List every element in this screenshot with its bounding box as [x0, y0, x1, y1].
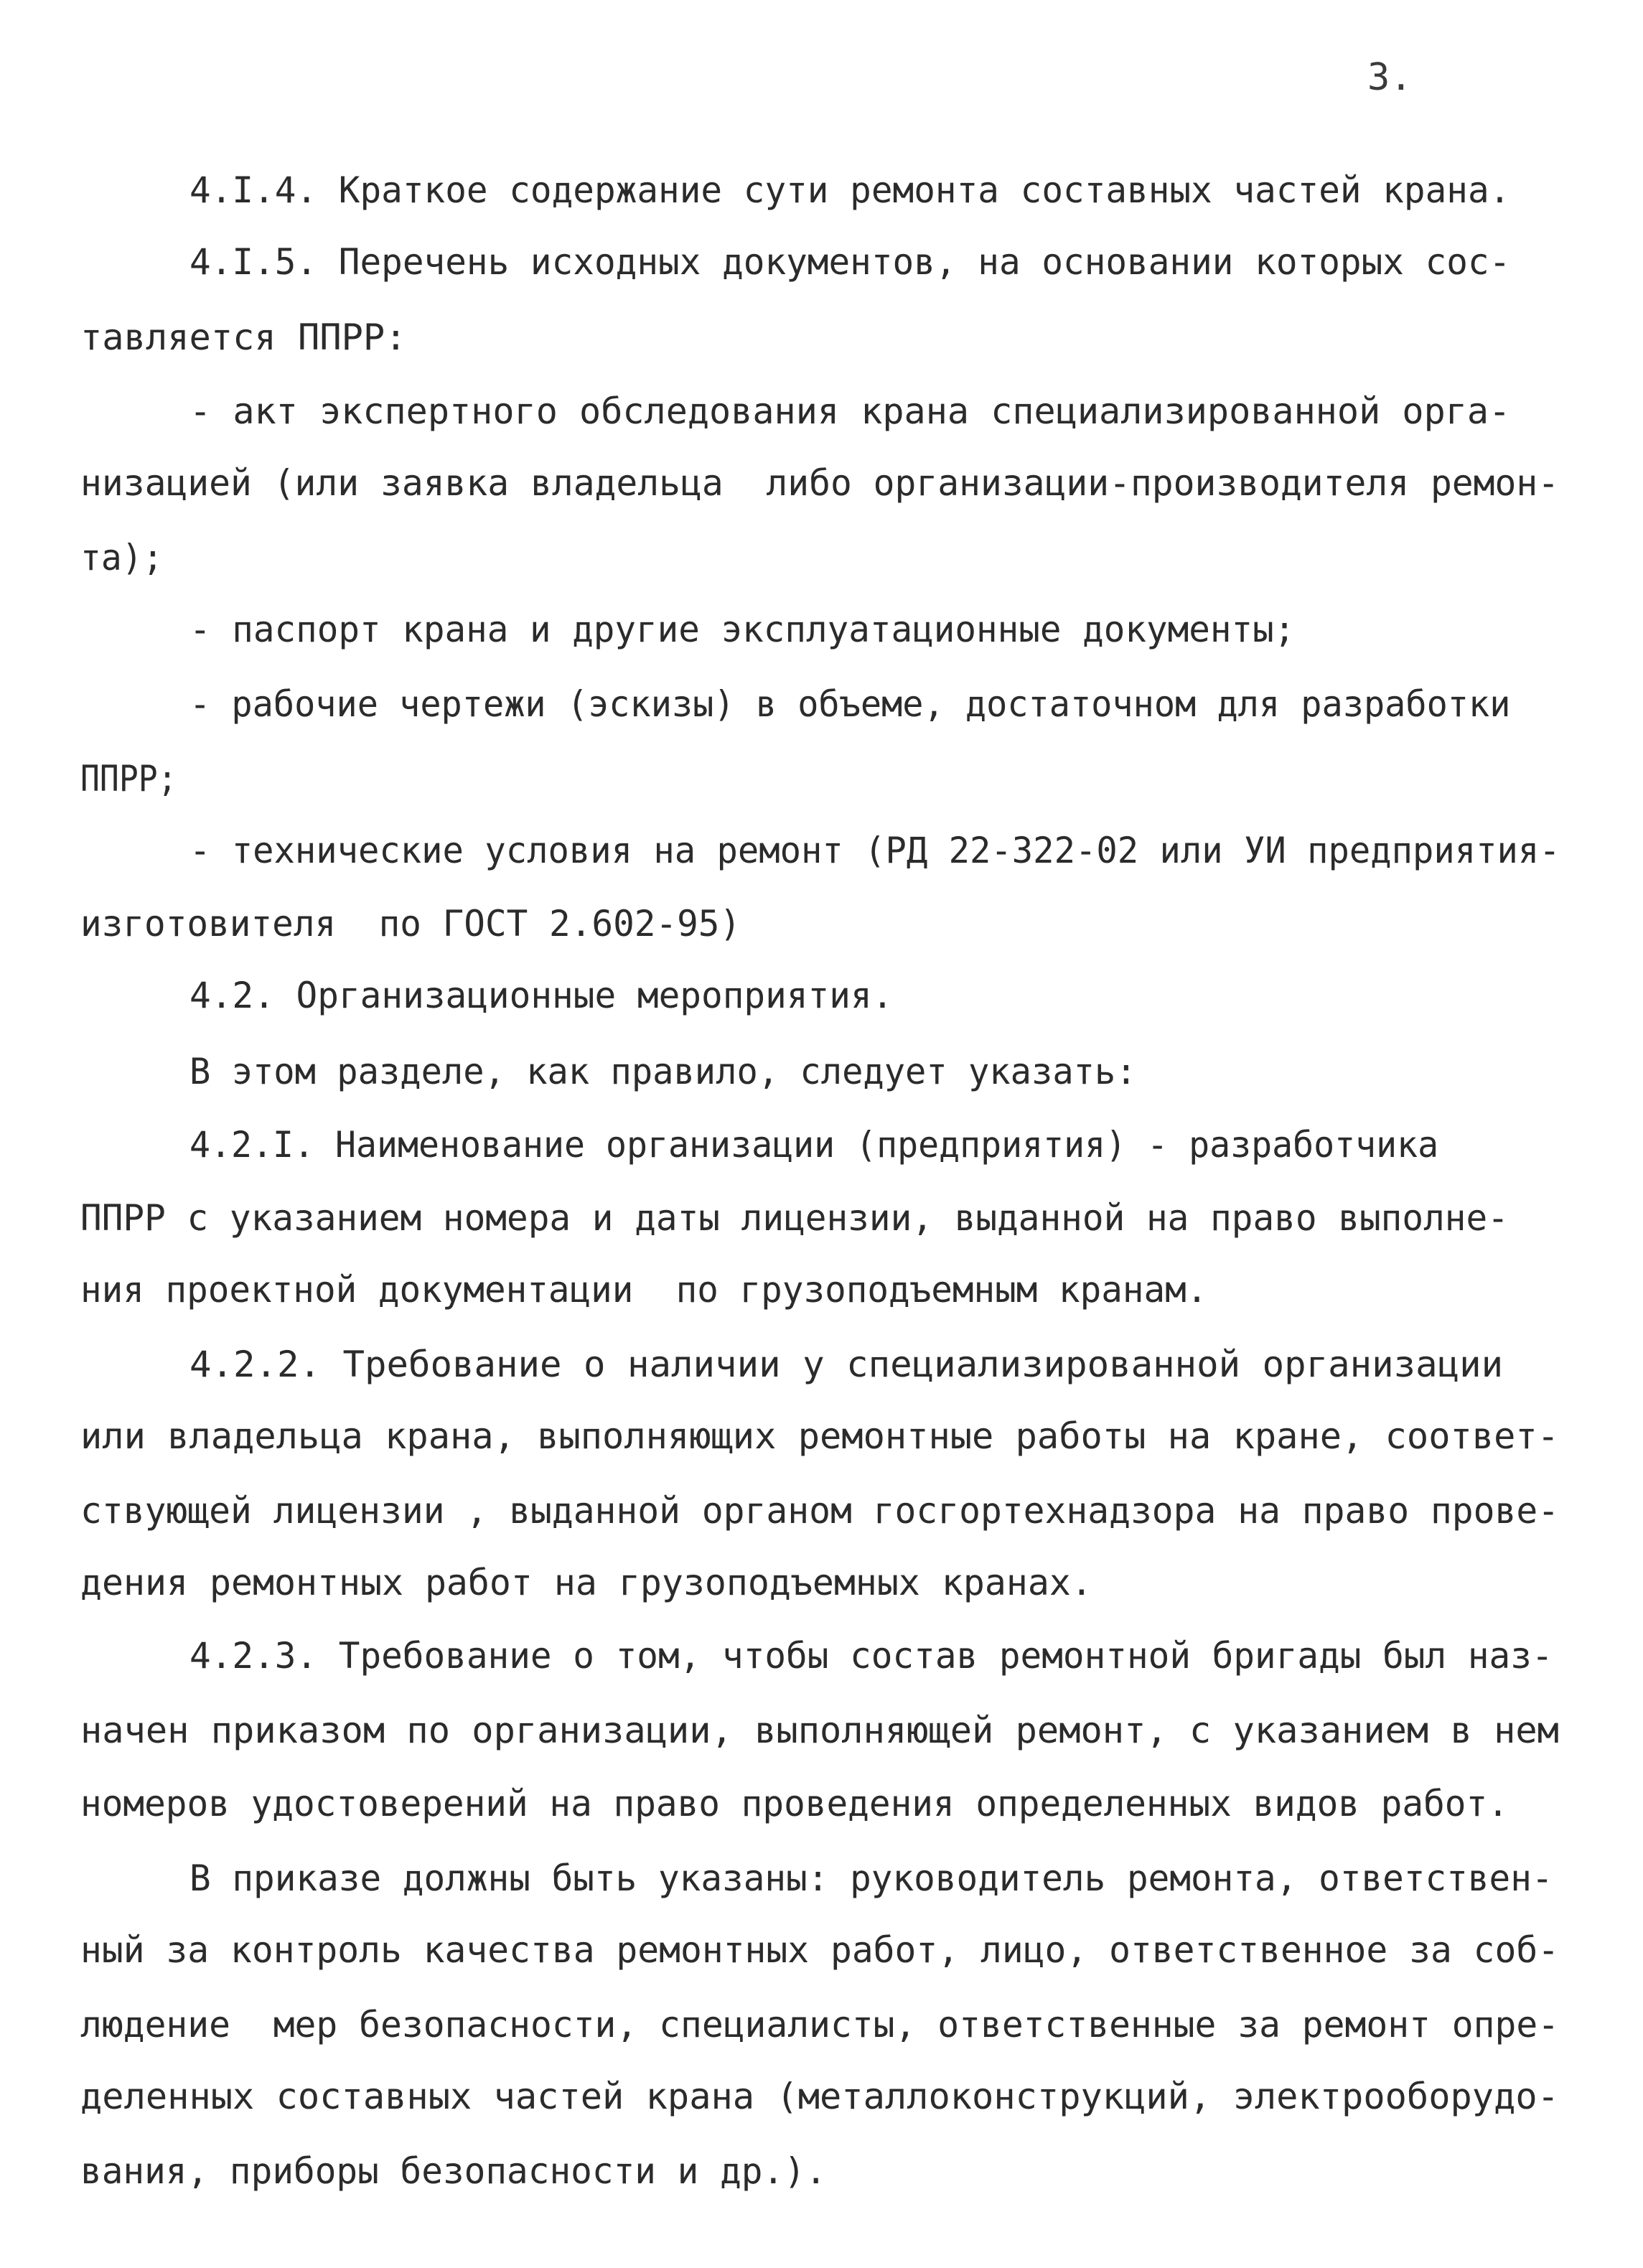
text-line: 4.I.5. Перечень исходных документов, на основании которых сос-	[189, 241, 1511, 283]
text-line: дения ремонтных работ на грузоподъемных кранах.	[80, 1562, 1092, 1603]
text-line: ППРР с указанием номера и даты лицензии, выданной на право выполне-	[80, 1197, 1509, 1239]
text-line: ствующей лицензии , выданной органом госгортехнадзора на право прове-	[80, 1490, 1560, 1532]
text-line: - рабочие чертежи (эскизы) в объеме, достаточном для разработки	[189, 683, 1511, 725]
text-line: В приказе должны быть указаны: руководитель ремонта, ответствен-	[189, 1857, 1553, 1899]
text-line: В этом разделе, как правило, следует указать:	[189, 1051, 1137, 1092]
text-line: 4.2.I. Наименование организации (предприятия) - разработчика	[189, 1124, 1439, 1166]
text-line: ния проектной документации по грузоподъемным кранам.	[80, 1269, 1208, 1311]
text-line: 4.2.3. Требование о том, чтобы состав ремонтной бригады был наз-	[189, 1635, 1553, 1677]
text-line: ный за контроль качества ремонтных работ, лицо, ответственное за соб-	[80, 1929, 1560, 1971]
text-line: тавляется ППРР:	[80, 317, 407, 358]
text-line: 4.2. Организационные мероприятия.	[189, 975, 894, 1016]
page-number: 3.	[1367, 56, 1413, 99]
text-line: людение мер безопасности, специалисты, ответственные за ремонт опре-	[80, 2004, 1560, 2046]
text-line: ППРР;	[80, 758, 177, 800]
text-line: 4.I.4. Краткое содержание сути ремонта составных частей крана.	[189, 169, 1511, 211]
text-line: деленных составных частей крана (металлоконструкций, электрооборудо-	[80, 2076, 1559, 2117]
text-line: - акт экспертного обследования крана специализированной орга-	[189, 390, 1511, 432]
text-line: или владельца крана, выполняющих ремонтные работы на кране, соответ-	[80, 1415, 1559, 1457]
text-line: вания, приборы безопасности и др.).	[80, 2150, 827, 2192]
text-line: начен приказом по организации, выполняющей ремонт, с указанием в нем	[80, 1710, 1559, 1751]
text-line: 4.2.2. Требование о наличии у специализированной организации	[189, 1344, 1504, 1385]
text-line: низацией (или заявка владельца либо организации-производителя ремон-	[80, 462, 1560, 504]
text-line: - паспорт крана и другие эксплуатационные документы;	[189, 609, 1296, 650]
text-line: - технические условия на ремонт (РД 22-322-02 или УИ предприятия-	[189, 830, 1560, 871]
text-line: та);	[80, 537, 164, 578]
text-line: изготовителя по ГОСТ 2.602-95)	[80, 903, 741, 945]
text-line: номеров удостоверений на право проведения определенных видов работ.	[80, 1783, 1509, 1824]
